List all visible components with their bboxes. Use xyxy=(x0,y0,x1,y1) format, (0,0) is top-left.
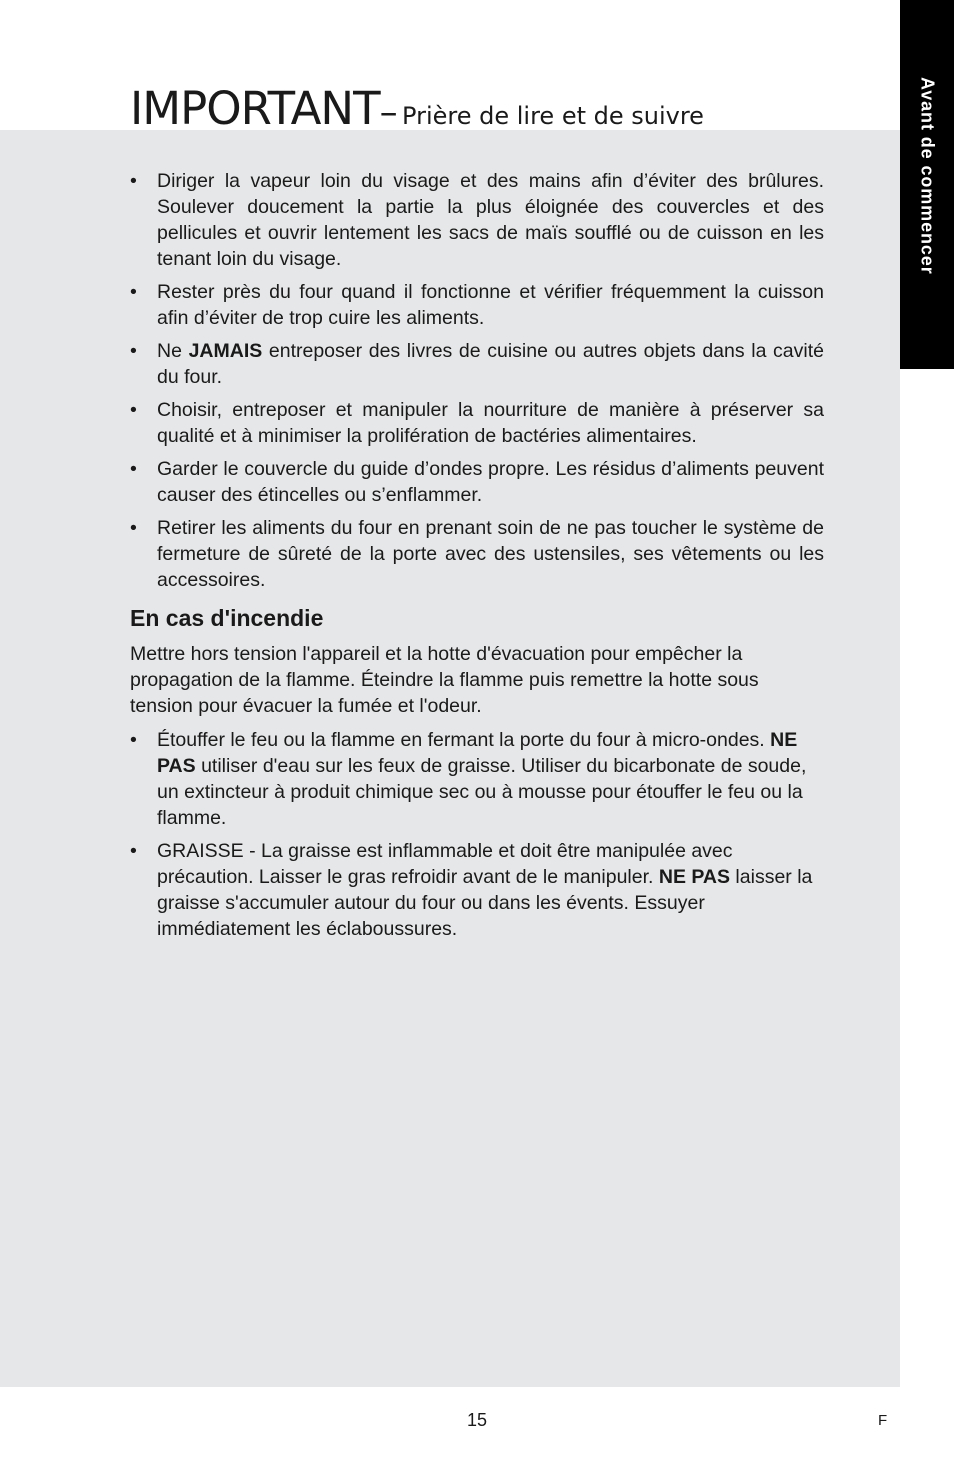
main-content xyxy=(130,168,824,949)
list-item-text: Rester près du four quand il fonctionne et vérifier fréquemment la cuisson afin d’éviter de trop cuire les aliments. xyxy=(157,281,824,329)
list-item xyxy=(130,838,824,942)
list-item-text: Étouffer le feu ou la flamme en fermant la porte du four à micro-ondes. xyxy=(157,729,771,751)
list-item-text: laisser la graisse s'accumuler autour du four ou dans les évents. Essuyer immédiatement les éclaboussures. xyxy=(157,866,813,940)
section-side-tab xyxy=(900,0,954,369)
list-item-emphasis: NE PAS xyxy=(658,866,731,888)
list-item xyxy=(130,168,824,272)
list-item xyxy=(130,515,824,593)
list-item-text: Ne xyxy=(157,340,189,362)
list-item-text: Choisir, entreposer et manipuler la nourriture de manière à préserver sa qualité et à minimiser la prolifération de bactéries alimentaires. xyxy=(157,399,824,447)
list-item xyxy=(130,456,824,508)
list-item-text: GRAISSE - La graisse est inflammable et doit être manipulée avec précaution. Laisser le gras refroidir avant de le manipuler. xyxy=(157,840,733,888)
list-item-text: utiliser d'eau sur les feux de graisse. Utiliser du bicarbonate de soude, un extincteur à produit chimique sec ou à mousse pour étouffer le feu ou la flamme. xyxy=(157,755,807,829)
safety-bullet-list xyxy=(130,168,824,593)
page-title xyxy=(130,82,704,135)
list-item-text: entreposer des livres de cuisine ou autres objets dans la cavité du four. xyxy=(157,340,824,388)
fire-bullet-list xyxy=(130,727,824,942)
list-item-text: Retirer les aliments du four en prenant soin de ne pas toucher le système de fermeture de sûreté de la porte avec des ustensiles, ses vêtements ou les accessoires. xyxy=(157,517,824,591)
title-main: IMPORTANT xyxy=(130,82,380,135)
fire-section-paragraph: Mettre hors tension l'appareil et la hotte d'évacuation pour empêcher la propagation de la flamme. Éteindre la flamme puis remettre la hotte sous tension pour évacuer la fumée et l'odeur. xyxy=(130,643,759,717)
page-number: 15 xyxy=(466,1410,488,1430)
language-code: F xyxy=(878,1412,888,1429)
list-item xyxy=(130,727,824,831)
list-item-text: Garder le couvercle du guide d’ondes propre. Les résidus d’aliments peuvent causer des étincelles ou s’enflammer. xyxy=(157,458,824,506)
side-tab-label: Avant de commencer xyxy=(917,77,938,275)
title-subtitle: Prière de lire et de suivre xyxy=(402,102,704,130)
list-item xyxy=(130,279,824,331)
title-dash: – xyxy=(379,92,398,133)
list-item-text: Diriger la vapeur loin du visage et des mains afin d’éviter des brûlures. Soulever doucement la partie la plus éloignée des couvercles et des pellicules et ouvrir lentement les sacs de maïs soufflé ou de cuisson en les tenant loin du visage. xyxy=(157,170,824,270)
list-item-emphasis: NE PAS xyxy=(157,729,798,777)
list-item-emphasis: JAMAIS xyxy=(188,340,263,362)
fire-section-heading: En cas d'incendie xyxy=(130,605,324,631)
list-item xyxy=(130,397,824,449)
list-item xyxy=(130,338,824,390)
